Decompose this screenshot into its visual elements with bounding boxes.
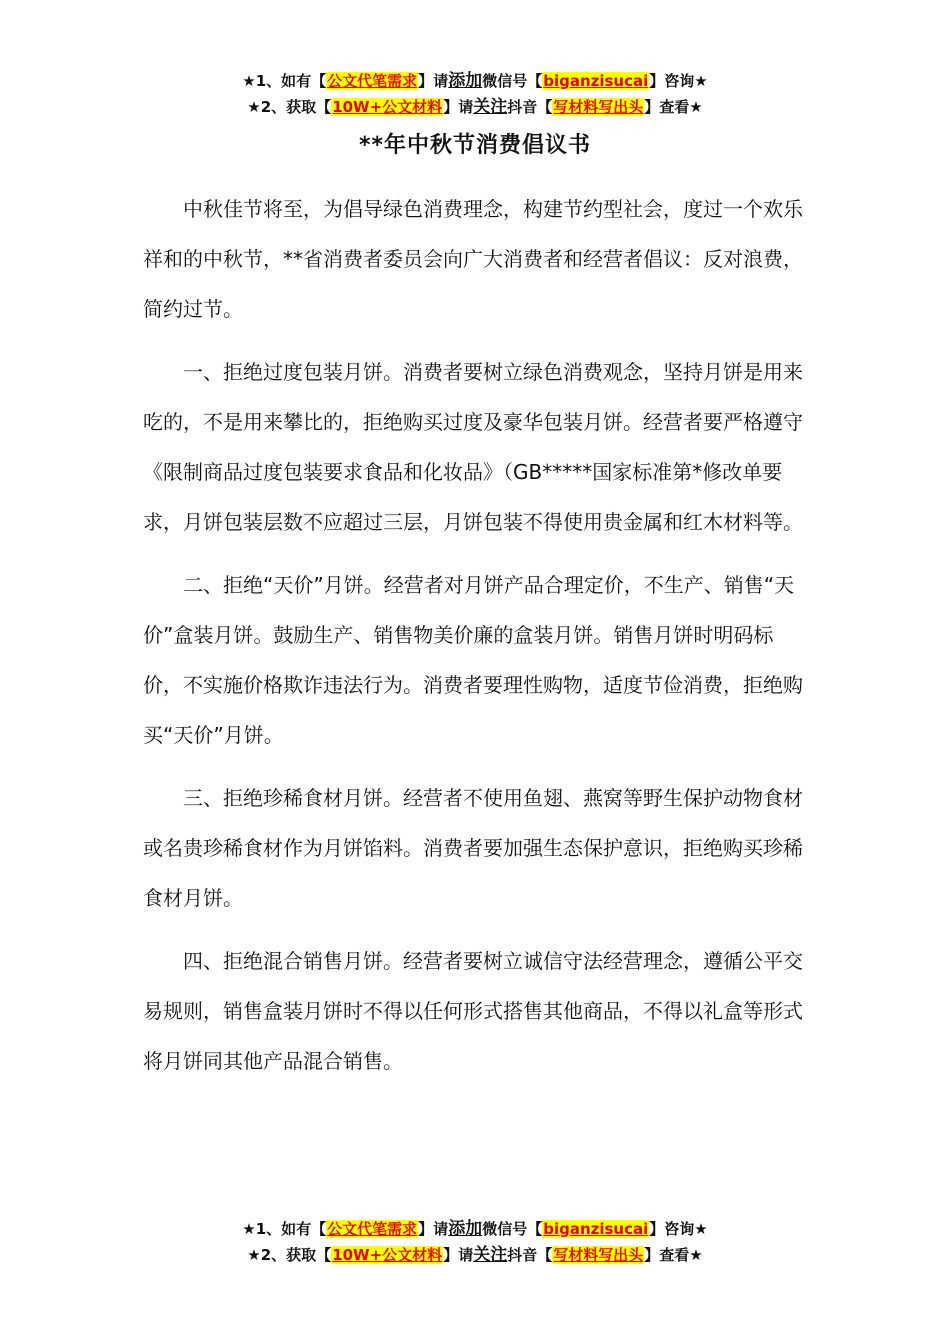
promo-highlight: 10W+公文材料: [332, 98, 443, 116]
promo-line-2: ★2、获取【10W+公文材料】请关注抖音【写材料写出头】查看★: [247, 1245, 703, 1265]
paragraph-4: 四、拒绝混合销售月饼。经营者要树立诚信守法经营理念，遵循公平交易规则，销售盒装月饼时不得以任何形式搭售其他商品，不得以礼盒等形式将月饼同其他产品混合销售。: [143, 949, 803, 1073]
promo-footer-bottom: [0, 1216, 950, 1268]
document-title: **年中秋节消费倡议书: [358, 133, 591, 158]
promo-highlight: 公文代笔需求: [327, 1220, 418, 1238]
promo-wechat-id: biganzisucai: [543, 72, 649, 90]
promo-highlight: 10W+公文材料: [332, 1246, 443, 1264]
promo-line-1: ★1、如有【公文代笔需求】请添加微信号【biganzisucai】咨询★: [242, 71, 708, 91]
promo-douyin-id: 写材料写出头: [553, 98, 644, 116]
document-body: [143, 184, 811, 1086]
paragraph-1: 一、拒绝过度包装月饼。消费者要树立绿色消费观念，坚持月饼是用来吃的，不是用来攀比的，拒绝购买过度及豪华包装月饼。经营者要严格遵守《限制商品过度包装要求食品和化妆品》（GB*****国家标准第*修改单要求，月饼包装层数不应超过三层，月饼包装不得使用贵金属和红木材料等。: [143, 360, 803, 534]
paragraph-intro: 中秋佳节将至，为倡导绿色消费理念，构建节约型社会，度过一个欢乐祥和的中秋节，**省消费者委员会向广大消费者和经营者倡议：反对浪费，简约过节。: [143, 197, 803, 321]
promo-header-top: [0, 68, 950, 120]
promo-wechat-id: biganzisucai: [543, 1220, 649, 1238]
paragraph-3: 三、拒绝珍稀食材月饼。经营者不使用鱼翅、燕窝等野生保护动物食材或名贵珍稀食材作为月饼馅料。消费者要加强生态保护意识，拒绝购买珍稀食材月饼。: [143, 786, 803, 910]
promo-line-2: ★2、获取【10W+公文材料】请关注抖音【写材料写出头】查看★: [247, 97, 703, 117]
promo-highlight: 公文代笔需求: [327, 72, 418, 90]
promo-douyin-id: 写材料写出头: [553, 1246, 644, 1264]
promo-line-1: ★1、如有【公文代笔需求】请添加微信号【biganzisucai】咨询★: [242, 1219, 708, 1239]
paragraph-2: 二、拒绝“天价”月饼。经营者对月饼产品合理定价，不生产、销售“天价”盒装月饼。鼓励生产、销售物美价廉的盒装月饼。销售月饼时明码标价，不实施价格欺诈违法行为。消费者要理性购物，适度节俭消费，拒绝购买“天价”月饼。: [143, 573, 803, 747]
